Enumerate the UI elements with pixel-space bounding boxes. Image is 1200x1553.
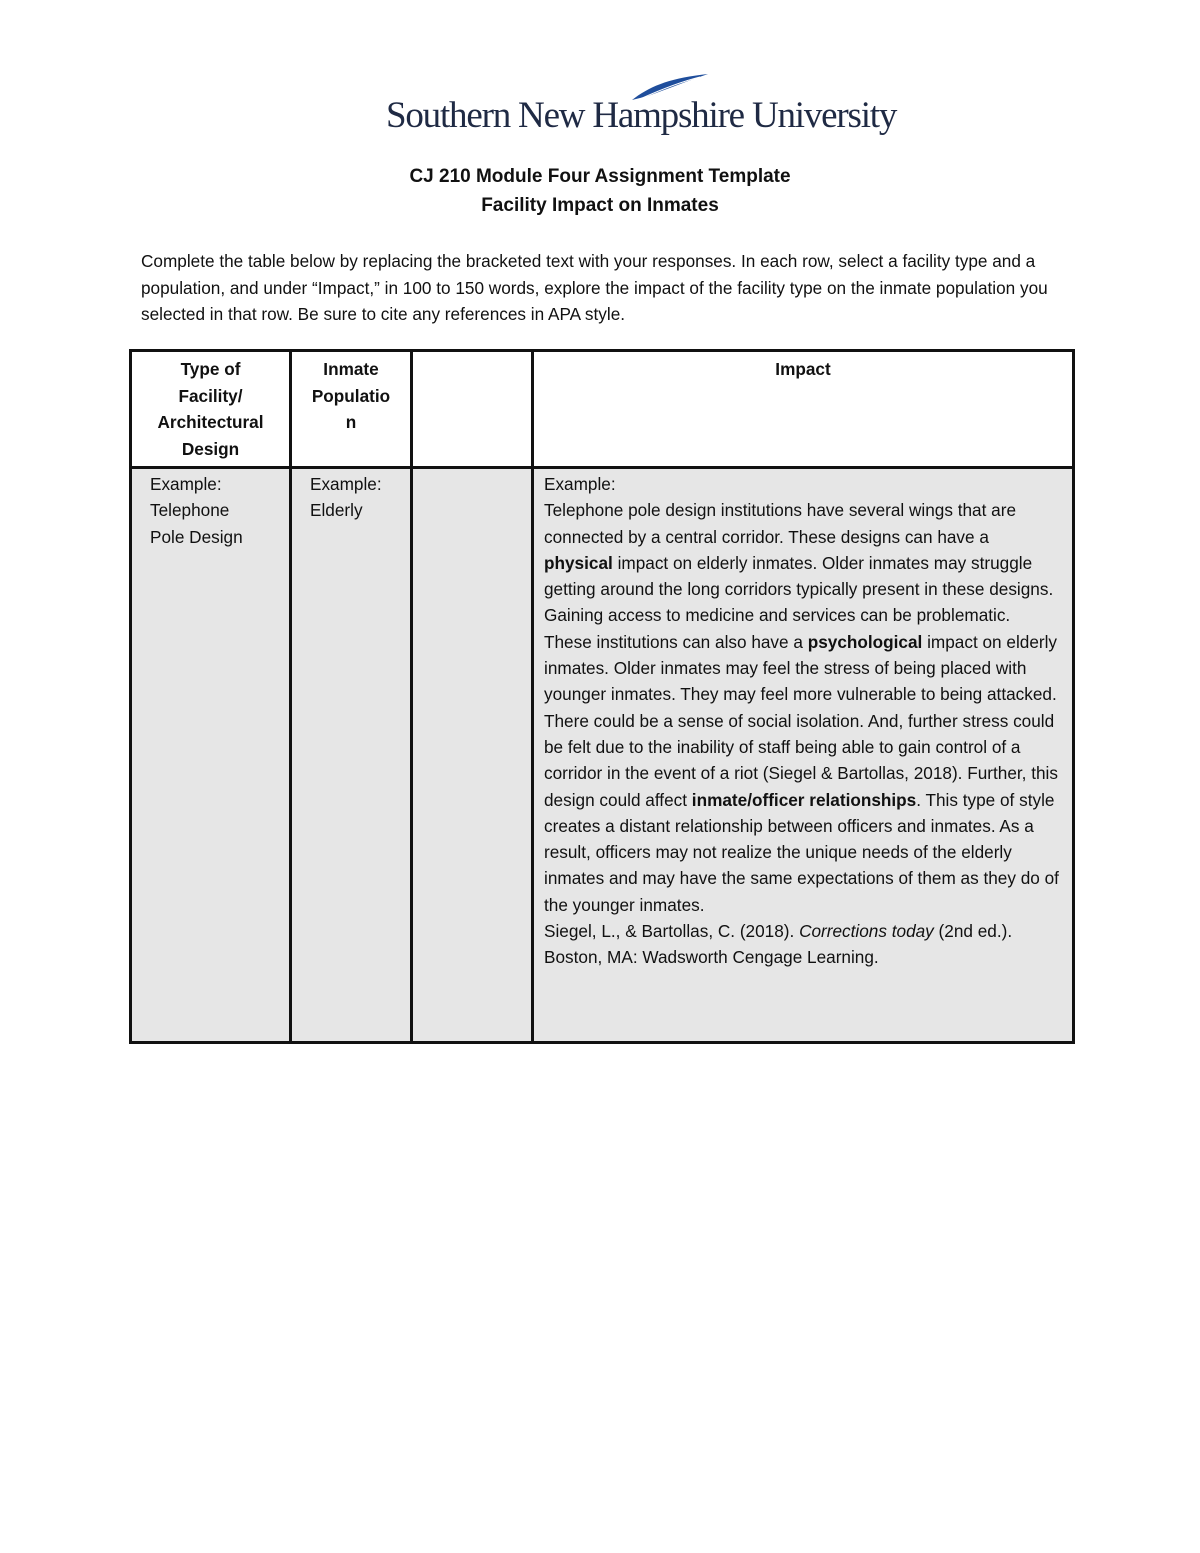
university-logo [386,72,897,142]
instructions-paragraph: Complete the table below by replacing the bracketed text with your responses. In each row, select a facility type and a population, and under “Impact,” in 100 to 150 words, explore the impact of the facility type on the inmate population you selected in that row. Be sure to cite any references in APA style. [141,251,1048,324]
apa-reference: Siegel, L., & Bartollas, C. (2018). Corrections today (2nd ed.). Boston, MA: Wadsworth Cengage Learning. [544,921,1013,968]
impact-text: Example: Telephone pole design institutions have several wings that are connected by a central corridor. These designs can have a physical impact on elderly inmates. Older inmates may struggle getting around the long corridors typically present in these designs. Gaining access to medicine and services can be problematic. These institutions can also have a psychological impact on elderly inmates. Older inmates may feel the stress of being placed with younger inmates. They may feel more vulnerable to being attacked. There could be a sense of social isolation. And, further stress could be felt due to the inability of staff being able to gain control of a corridor in the event of a riot (Siegel & Bartollas, 2018). Further, this design could affect inmate/officer relationships. This type of style creates a distant relationship between officers and inmates. As a result, officers may not realize the unique needs of the elderly inmates and may have the same expectations of them as they do of the younger inmates. Siegel, L., & Bartollas, C. (2018). Corrections today (2nd ed.). Boston, MA: Wadsworth Cengage Learning. [544,471,1062,971]
header-facility-type: Type of Facility/ Architectural Design [131,351,291,468]
header-blank [412,351,533,468]
facility-impact-table [129,349,1075,1044]
table-row [131,468,1074,1043]
header-inmate-population: Inmate Populatio n [291,351,412,468]
header-impact: Impact [533,351,1074,468]
table-header-row [131,351,1074,468]
cell-blank[interactable] [412,468,533,1043]
document-title: CJ 210 Module Four Assignment Template [409,166,791,187]
cell-inmate-population[interactable]: Example: Elderly [291,468,412,1043]
cell-impact[interactable] [533,468,1074,1043]
logo-wordmark: Southern New Hampshire University [386,95,897,136]
document-subtitle: Facility Impact on Inmates [481,195,719,216]
quill-icon [630,72,710,102]
cell-facility-type[interactable]: Example: Telephone Pole Design [131,468,291,1043]
